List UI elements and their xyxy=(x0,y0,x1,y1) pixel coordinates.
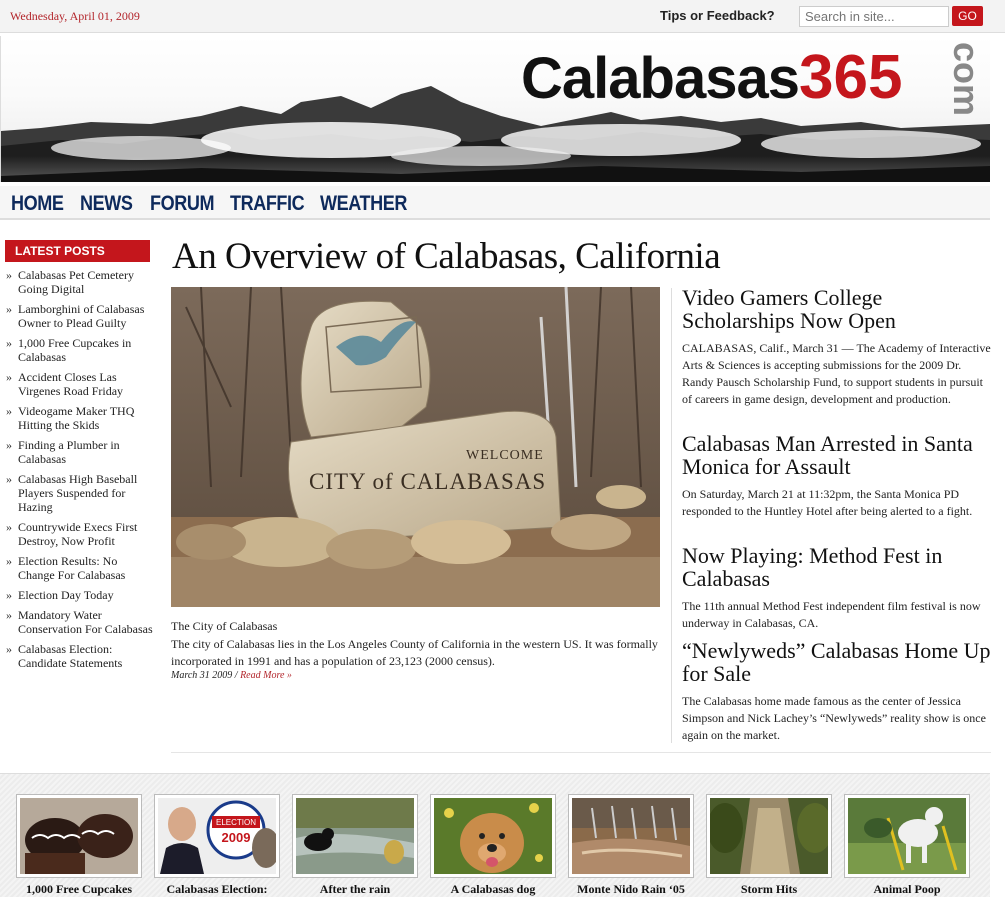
story-title[interactable]: Calabasas Man Arrested in Santa Monica for Assault xyxy=(682,431,973,479)
latest-post-link[interactable]: » Videogame Maker THQ Hitting the Skids xyxy=(6,404,156,432)
tips-feedback-link[interactable]: Tips or Feedback? xyxy=(660,8,775,23)
gallery-item[interactable] xyxy=(568,794,694,897)
gallery-item[interactable] xyxy=(292,794,418,897)
feature-meta xyxy=(171,670,292,681)
gallery-item[interactable] xyxy=(430,794,556,897)
feature-date: March 31 2009 xyxy=(171,670,233,681)
election-badge-text: ELECTION xyxy=(215,818,257,827)
gallery-item[interactable] xyxy=(16,794,142,897)
gallery-caption: Animal Poop xyxy=(873,882,941,896)
nav-home[interactable]: HOME xyxy=(11,192,64,215)
story-summary: The Calabasas home made famous as the center of Jessica Simpson and Nick Lachey’s “Newlyweds” reality show is once again on the market. xyxy=(682,694,986,742)
gallery-caption: Calabasas Election: xyxy=(166,882,268,896)
latest-post-link[interactable]: » Countrywide Execs First Destroy, Now Profit xyxy=(6,520,156,548)
latest-post-link[interactable]: » Calabasas Election: Candidate Statements xyxy=(6,642,156,670)
cupcakes-photo xyxy=(20,798,138,874)
meta-separator: / xyxy=(232,670,241,681)
latest-post-link[interactable]: » Election Results: No Change For Calabasas xyxy=(6,554,156,582)
city-sign-photo xyxy=(171,287,660,607)
dog-shovel-photo xyxy=(848,798,966,874)
feature-photo[interactable] xyxy=(171,287,660,607)
sign-city-text: CITY of CALABASAS xyxy=(309,469,547,494)
feature-title[interactable]: An Overview of Calabasas, California xyxy=(172,236,721,277)
nav-forum[interactable]: FORUM xyxy=(150,192,215,215)
latest-post-link[interactable]: » Calabasas Pet Cemetery Going Digital xyxy=(6,268,156,296)
story-title[interactable]: “Newlyweds” Calabasas Home Up for Sale xyxy=(682,638,991,686)
site-logo[interactable] xyxy=(521,42,902,113)
gallery-item[interactable] xyxy=(154,794,280,897)
search-go-button[interactable]: GO xyxy=(952,6,983,26)
current-date: Wednesday, April 01, 2009 xyxy=(10,9,140,23)
search-input[interactable] xyxy=(799,6,949,27)
sign-welcome-text: WELCOME xyxy=(466,448,544,463)
header-banner xyxy=(0,36,990,182)
feature-caption-body: The city of Calabasas lies in the Los Angeles County of California in the western US. It was formally incorporated in 1991 and has a population of 23,123 (2000 census). xyxy=(171,637,658,668)
nav-news[interactable]: NEWS xyxy=(80,192,133,215)
story-item xyxy=(682,286,992,408)
flood-photo xyxy=(572,798,690,874)
latest-post-link[interactable]: » Mandatory Water Conservation For Calabasas xyxy=(6,608,156,636)
logo-tld: com xyxy=(946,42,987,117)
read-more-link[interactable]: Read More » xyxy=(240,670,292,681)
gallery-caption: A Calabasas dog xyxy=(450,882,536,896)
latest-post-link[interactable]: » 1,000 Free Cupcakes in Calabasas xyxy=(6,336,156,364)
nav-traffic[interactable]: TRAFFIC xyxy=(230,192,305,215)
logo-number: 365 xyxy=(798,43,903,112)
top-bar xyxy=(0,0,1005,33)
story-summary: On Saturday, March 21 at 11:32pm, the Santa Monica PD responded to the Huntley Hotel after being alerted to a fight. xyxy=(682,487,973,518)
storm-creek-photo xyxy=(710,798,828,874)
gallery-caption: After the rain xyxy=(319,882,391,896)
creek-dog-photo xyxy=(296,798,414,874)
latest-post-link[interactable]: » Calabasas High Baseball Players Suspended for Hazing xyxy=(6,472,156,514)
nav-weather[interactable]: WEATHER xyxy=(320,192,407,215)
story-summary: The 11th annual Method Fest independent film festival is now underway in Calabasas, CA. xyxy=(682,599,981,630)
latest-post-link[interactable]: » Accident Closes Las Virgenes Road Friday xyxy=(6,370,156,398)
latest-posts-heading: LATEST POSTS xyxy=(5,240,150,262)
story-item xyxy=(682,639,992,744)
content-divider xyxy=(171,752,991,753)
latest-post-link[interactable]: » Election Day Today xyxy=(6,588,156,602)
gallery-caption: 1,000 Free Cupcakes xyxy=(25,882,133,896)
gallery-item[interactable] xyxy=(706,794,832,897)
gallery-caption: Monte Nido Rain ‘05 xyxy=(577,882,685,896)
election-badge-year: 2009 xyxy=(221,830,251,845)
story-summary: CALABASAS, Calif., March 31 — The Academy of Interactive Arts & Sciences is accepting submissions for the 2009 Dr. Randy Pausch Scholarship Fund, to support students in pursuit of careers in game design, development and production. xyxy=(682,341,991,406)
latest-posts-list xyxy=(6,268,156,676)
election-photo xyxy=(158,798,276,874)
photo-gallery-strip xyxy=(0,773,990,897)
story-item xyxy=(682,544,992,632)
latest-post-link[interactable]: » Lamborghini of Calabasas Owner to Plead Guilty xyxy=(6,302,156,330)
feature-caption-title: The City of Calabasas xyxy=(171,619,278,633)
column-divider xyxy=(671,288,672,743)
story-item xyxy=(682,432,992,520)
gallery-item[interactable] xyxy=(844,794,970,897)
story-title[interactable]: Video Gamers College Scholarships Now Open xyxy=(682,285,896,333)
main-nav xyxy=(0,182,990,220)
logo-name: Calabasas xyxy=(521,46,799,111)
golden-dog-photo xyxy=(434,798,552,874)
story-title[interactable]: Now Playing: Method Fest in Calabasas xyxy=(682,543,943,591)
latest-post-link[interactable]: » Finding a Plumber in Calabasas xyxy=(6,438,156,466)
gallery-caption: Storm Hits xyxy=(740,882,798,896)
